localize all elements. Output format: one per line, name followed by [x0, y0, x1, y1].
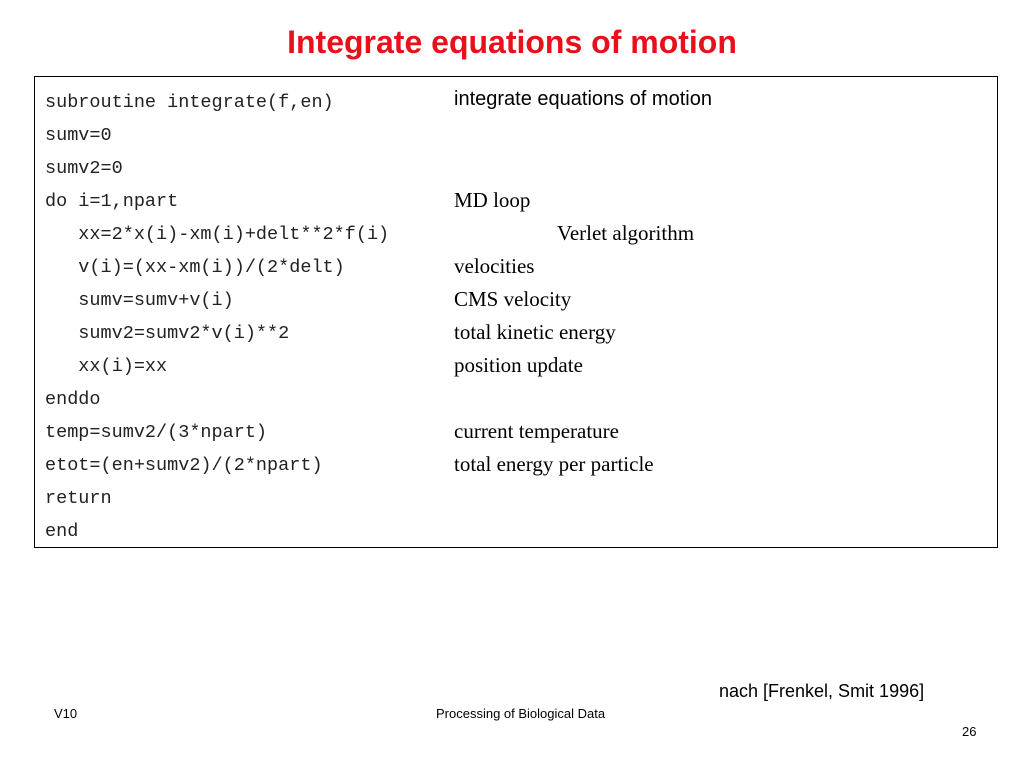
code-comment: velocities	[454, 254, 535, 278]
footer-version: V10	[54, 706, 78, 721]
code-text: return	[45, 488, 112, 509]
code-comment: current temperature	[454, 419, 619, 443]
code-comment: integrate equations of motion	[454, 88, 712, 110]
code-comment: Verlet algorithm	[557, 221, 695, 245]
code-line	[35, 520, 997, 553]
code-text: temp=sumv2/(3*npart)	[45, 422, 268, 443]
code-line	[35, 88, 997, 124]
code-line	[35, 355, 997, 388]
code-text: subroutine integrate(f,en)	[45, 92, 334, 113]
code-text: sumv2=0	[45, 158, 123, 179]
code-line	[35, 289, 997, 322]
code-text: xx=2*x(i)-xm(i)+delt**2*f(i)	[45, 224, 390, 245]
code-text: sumv2=sumv2*v(i)**2	[45, 323, 290, 344]
code-line	[35, 388, 997, 421]
code-text: etot=(en+sumv2)/(2*npart)	[45, 455, 323, 476]
source-citation: nach [Frenkel, Smit 1996]	[719, 681, 925, 701]
code-line	[35, 223, 997, 256]
code-text: enddo	[45, 389, 101, 410]
footer-course-title: Processing of Biological Data	[436, 706, 606, 721]
code-comment: total energy per particle	[454, 452, 654, 476]
code-text: do i=1,npart	[45, 191, 179, 212]
code-comment: position update	[454, 353, 583, 377]
code-comment: MD loop	[454, 188, 531, 212]
code-line	[35, 190, 997, 223]
code-text: xx(i)=xx	[45, 356, 168, 377]
code-line	[35, 454, 997, 487]
code-text: v(i)=(xx-xm(i))/(2*delt)	[45, 257, 345, 278]
code-line	[35, 124, 997, 157]
code-text: sumv=0	[45, 125, 112, 146]
code-line	[35, 157, 997, 190]
code-comment: total kinetic energy	[454, 320, 616, 344]
code-text: sumv=sumv+v(i)	[45, 290, 234, 311]
slide-title: Integrate equations of motion	[287, 24, 737, 60]
code-line	[35, 256, 997, 289]
code-text: end	[45, 521, 79, 542]
code-comment: CMS velocity	[454, 287, 572, 311]
code-line	[35, 322, 997, 355]
page-number: 26	[962, 724, 977, 739]
code-line	[35, 421, 997, 454]
code-line	[35, 487, 997, 520]
code-listing-box	[34, 76, 998, 548]
